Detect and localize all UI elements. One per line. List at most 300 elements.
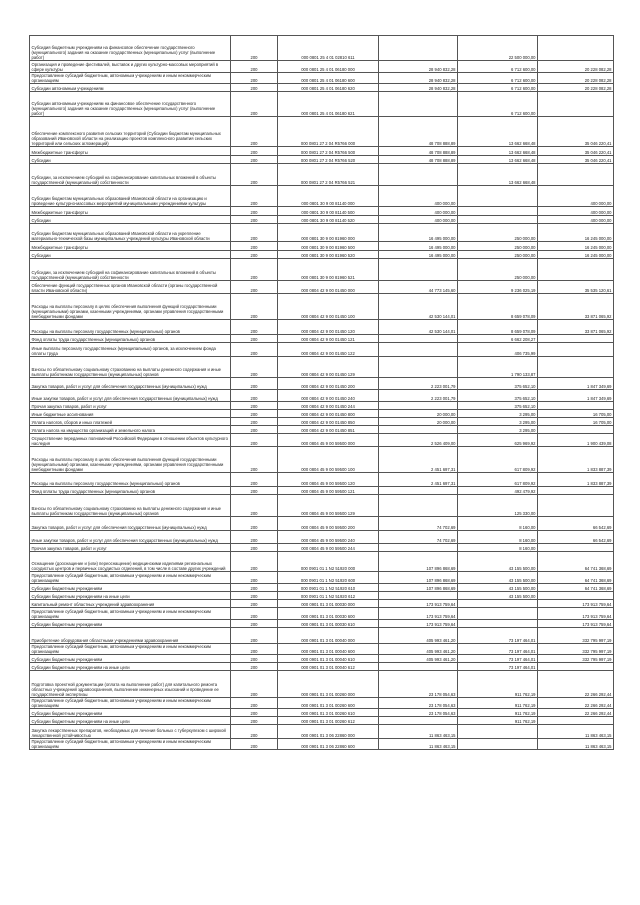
row-remainder-amount-cell: 22 266 292,44 — [538, 698, 614, 709]
row-executed-amount-cell — [458, 739, 538, 750]
row-name-cell: Закупка товаров, работ и услуг для обеспечения государственных (муниципальных) нужд — [30, 378, 231, 390]
row-remainder-amount-cell — [538, 402, 614, 410]
row-executed-amount-cell — [458, 608, 538, 620]
table-row — [30, 164, 614, 186]
row-executed-amount-cell: 250 000,00 — [458, 251, 538, 259]
row-line-code-cell: 200 — [231, 294, 278, 320]
row-line-code-cell: 200 — [231, 186, 278, 207]
row-classification-code-cell: 000 0901 01 3 01 00040 000 — [278, 628, 379, 644]
table-row — [30, 402, 614, 410]
row-name-cell: Приобретение оборудования областными учреждениями здравоохранения — [30, 628, 231, 644]
row-line-code-cell: 200 — [231, 717, 278, 725]
row-remainder-amount-cell: 66 542,69 — [538, 517, 614, 531]
table-row — [30, 671, 614, 698]
row-executed-amount-cell: 13 662 668,48 — [458, 156, 538, 164]
row-approved-amount-cell — [379, 36, 458, 61]
row-approved-amount-cell — [379, 663, 458, 671]
row-name-cell: Межбюджетные трансферты — [30, 207, 231, 216]
row-line-code-cell: 200 — [231, 434, 278, 447]
row-approved-amount-cell: 16 495 000,00 — [379, 242, 458, 251]
table-row — [30, 584, 614, 592]
row-remainder-amount-cell: 16 245 000,00 — [538, 224, 614, 242]
row-classification-code-cell: 000 0804 45 9 00 59500 000 — [278, 434, 379, 447]
row-executed-amount-cell: 43 155 500,00 — [458, 572, 538, 584]
row-executed-amount-cell: 250 000,00 — [458, 242, 538, 251]
row-remainder-amount-cell — [538, 717, 614, 725]
row-classification-code-cell: 000 0801 25 4 01 02810 611 — [278, 36, 379, 61]
row-approved-amount-cell: 173 913 759,64 — [379, 600, 458, 608]
row-executed-amount-cell: 13 662 668,48 — [458, 147, 538, 156]
row-executed-amount-cell: 250 000,00 — [458, 259, 538, 281]
row-name-cell: Закупка лекарственных препаратов, необходимых для лечения больных с туберкулезом с широкой лекарственной устойчивостью — [30, 725, 231, 739]
row-remainder-amount-cell: 400 000,00 — [538, 216, 614, 224]
table-row — [30, 281, 614, 294]
row-name-cell: Иные выплаты персоналу государственных (муниципальных) органов, за исключением фонда оплаты труда — [30, 343, 231, 357]
row-executed-amount-cell: 3 295,00 — [458, 426, 538, 434]
row-classification-code-cell: 000 0804 42 9 00 01450 120 — [278, 320, 379, 335]
row-executed-amount-cell: 8 659 078,09 — [458, 294, 538, 320]
table-row — [30, 36, 614, 61]
row-approved-amount-cell — [379, 343, 458, 357]
row-classification-code-cell: 000 0804 42 9 00 01450 850 — [278, 418, 379, 426]
table-row — [30, 84, 614, 92]
row-line-code-cell: 200 — [231, 216, 278, 224]
row-classification-code-cell: 000 0801 25 4 01 06180 600 — [278, 73, 379, 84]
row-remainder-amount-cell: 11 863 463,15 — [538, 725, 614, 739]
row-line-code-cell: 200 — [231, 739, 278, 750]
row-line-code-cell: 200 — [231, 73, 278, 84]
row-remainder-amount-cell — [538, 487, 614, 495]
row-name-cell: Субсидии бюджетным учреждениям на иные цели — [30, 717, 231, 725]
row-executed-amount-cell: 375 652,10 — [458, 390, 538, 402]
row-executed-amount-cell: 6 712 600,00 — [458, 84, 538, 92]
row-name-cell: Предоставление субсидий бюджетным, автономным учреждениям и иным некоммерческим организациям — [30, 739, 231, 750]
row-remainder-amount-cell: 20 228 082,28 — [538, 61, 614, 73]
row-classification-code-cell: 000 0804 45 9 00 59500 100 — [278, 447, 379, 473]
table-row — [30, 259, 614, 281]
row-line-code-cell: 200 — [231, 84, 278, 92]
table-row — [30, 608, 614, 620]
row-classification-code-cell: 000 0901 01 3 01 00260 610 — [278, 709, 379, 717]
row-classification-code-cell: 000 0901 01 3 06 22860 000 — [278, 725, 379, 739]
row-name-cell: Иные закупки товаров, работ и услуг для обеспечения государственных (муниципальных) нужд — [30, 390, 231, 402]
row-name-cell: Субсидии бюджетным учреждениям на иные цели — [30, 663, 231, 671]
row-remainder-amount-cell: 35 046 220,41 — [538, 156, 614, 164]
row-line-code-cell: 200 — [231, 410, 278, 418]
row-approved-amount-cell: 48 708 888,89 — [379, 156, 458, 164]
row-line-code-cell: 200 — [231, 224, 278, 242]
row-classification-code-cell: 000 0804 45 9 00 59500 129 — [278, 495, 379, 517]
row-name-cell: Субсидия бюджетным учреждениям на финансовое обеспечение государственного (муниципального) задания на оказание государственных (муниципальных) услуг (выполнение работ) — [30, 36, 231, 61]
row-line-code-cell: 200 — [231, 487, 278, 495]
row-executed-amount-cell: 3 295,00 — [458, 410, 538, 418]
row-executed-amount-cell: 8 160,00 — [458, 517, 538, 531]
row-classification-code-cell: 000 0901 01 1 N2 51920 612 — [278, 592, 379, 600]
row-line-code-cell: 200 — [231, 426, 278, 434]
table-row — [30, 426, 614, 434]
row-remainder-amount-cell: 16 705,00 — [538, 418, 614, 426]
row-approved-amount-cell: 400 000,00 — [379, 216, 458, 224]
row-executed-amount-cell: 125 330,00 — [458, 495, 538, 517]
table-row — [30, 378, 614, 390]
row-approved-amount-cell: 48 708 888,89 — [379, 147, 458, 156]
table-row — [30, 320, 614, 335]
row-classification-code-cell: 000 0801 27 2 04 R5766 520 — [278, 156, 379, 164]
row-executed-amount-cell: 6 712 600,00 — [458, 92, 538, 117]
row-remainder-amount-cell — [538, 357, 614, 378]
table-row — [30, 487, 614, 495]
row-line-code-cell: 200 — [231, 335, 278, 343]
row-executed-amount-cell: 73 197 464,01 — [458, 655, 538, 663]
row-approved-amount-cell — [379, 544, 458, 552]
row-executed-amount-cell — [458, 216, 538, 224]
row-remainder-amount-cell: 1 847 349,69 — [538, 378, 614, 390]
row-executed-amount-cell: 6 662 208,27 — [458, 335, 538, 343]
table-row — [30, 357, 614, 378]
table-row — [30, 61, 614, 73]
row-executed-amount-cell: 8 659 078,09 — [458, 320, 538, 335]
row-approved-amount-cell: 2 223 001,79 — [379, 390, 458, 402]
row-executed-amount-cell: 9 236 025,19 — [458, 281, 538, 294]
row-line-code-cell: 200 — [231, 61, 278, 73]
row-executed-amount-cell: 13 662 668,48 — [458, 117, 538, 147]
row-executed-amount-cell: 43 155 500,00 — [458, 592, 538, 600]
row-remainder-amount-cell: 20 228 082,28 — [538, 73, 614, 84]
row-classification-code-cell: 000 0801 25 4 01 06180 620 — [278, 84, 379, 92]
row-approved-amount-cell: 11 863 463,15 — [379, 739, 458, 750]
row-line-code-cell: 200 — [231, 671, 278, 698]
row-classification-code-cell: 000 0804 42 9 00 01450 851 — [278, 426, 379, 434]
table-row — [30, 343, 614, 357]
row-remainder-amount-cell: 173 913 759,64 — [538, 600, 614, 608]
row-approved-amount-cell: 2 223 001,79 — [379, 378, 458, 390]
row-name-cell: Субсидии бюджетным учреждениям — [30, 655, 231, 663]
table-row — [30, 251, 614, 259]
row-line-code-cell: 200 — [231, 495, 278, 517]
row-line-code-cell: 200 — [231, 531, 278, 544]
row-executed-amount-cell — [458, 207, 538, 216]
table-row — [30, 620, 614, 628]
row-name-cell: Субсидии, за исключением субсидий на софинансирование капитальных вложений в объекты государственной (муниципальной) собственности — [30, 164, 231, 186]
row-remainder-amount-cell: 33 871 065,92 — [538, 294, 614, 320]
row-executed-amount-cell: 8 160,00 — [458, 531, 538, 544]
table-row — [30, 725, 614, 739]
row-name-cell: Предоставление субсидий бюджетным, автономным учреждениям и иным некоммерческим организациям — [30, 698, 231, 709]
row-executed-amount-cell: 6 712 600,00 — [458, 73, 538, 84]
row-line-code-cell: 200 — [231, 725, 278, 739]
row-name-cell: Иные бюджетные ассигнования — [30, 410, 231, 418]
row-line-code-cell: 200 — [231, 517, 278, 531]
row-remainder-amount-cell — [538, 663, 614, 671]
row-approved-amount-cell — [379, 717, 458, 725]
row-executed-amount-cell: 625 969,92 — [458, 434, 538, 447]
table-row — [30, 418, 614, 426]
row-line-code-cell: 200 — [231, 709, 278, 717]
row-line-code-cell: 200 — [231, 147, 278, 156]
row-classification-code-cell: 000 0804 42 9 00 01450 121 — [278, 335, 379, 343]
row-name-cell: Иные закупки товаров, работ и услуг для обеспечения государственных (муниципальных) нужд — [30, 531, 231, 544]
row-executed-amount-cell: 73 197 464,01 — [458, 663, 538, 671]
row-executed-amount-cell: 73 197 464,01 — [458, 628, 538, 644]
row-approved-amount-cell: 20 000,00 — [379, 410, 458, 418]
row-classification-code-cell: 000 0804 45 9 00 59500 240 — [278, 531, 379, 544]
row-executed-amount-cell: 375 652,10 — [458, 378, 538, 390]
table-row — [30, 592, 614, 600]
row-approved-amount-cell — [379, 92, 458, 117]
row-classification-code-cell: 000 0804 42 9 00 01450 200 — [278, 378, 379, 390]
row-executed-amount-cell — [458, 600, 538, 608]
row-remainder-amount-cell: 16 245 000,00 — [538, 242, 614, 251]
row-remainder-amount-cell: 1 847 349,69 — [538, 390, 614, 402]
row-classification-code-cell: 000 0801 25 4 01 06180 621 — [278, 92, 379, 117]
table-row — [30, 156, 614, 164]
row-approved-amount-cell — [379, 487, 458, 495]
row-remainder-amount-cell: 1 833 887,39 — [538, 447, 614, 473]
row-approved-amount-cell: 400 000,00 — [379, 186, 458, 207]
row-line-code-cell: 200 — [231, 592, 278, 600]
row-name-cell: Межбюджетные трансферты — [30, 242, 231, 251]
row-remainder-amount-cell: 400 000,00 — [538, 186, 614, 207]
row-name-cell: Субсидии автономным учреждениям на финансовое обеспечение государственного (муниципального) задания на оказание государственных (муниципальных) услуг (выполнение работ) — [30, 92, 231, 117]
budget-execution-table — [29, 35, 614, 750]
table-row — [30, 92, 614, 117]
row-classification-code-cell: 000 0801 27 2 04 R5766 000 — [278, 117, 379, 147]
row-executed-amount-cell: 1 790 133,87 — [458, 357, 538, 378]
row-executed-amount-cell: 8 160,00 — [458, 544, 538, 552]
row-approved-amount-cell: 74 702,69 — [379, 531, 458, 544]
row-name-cell: Фонд оплаты труда государственных (муниципальных) органов — [30, 335, 231, 343]
row-line-code-cell: 200 — [231, 320, 278, 335]
row-remainder-amount-cell — [538, 36, 614, 61]
row-executed-amount-cell: 911 762,19 — [458, 698, 538, 709]
table-row — [30, 186, 614, 207]
row-classification-code-cell: 000 0801 30 9 00 81960 520 — [278, 251, 379, 259]
row-executed-amount-cell: 617 809,92 — [458, 473, 538, 487]
row-name-cell: Прочая закупка товаров, работ и услуг — [30, 402, 231, 410]
row-executed-amount-cell: 492 479,92 — [458, 487, 538, 495]
row-approved-amount-cell: 16 495 000,00 — [379, 224, 458, 242]
row-name-cell: Предоставление субсидий бюджетным, автономным учреждениям и иным некоммерческим организациям — [30, 572, 231, 584]
row-classification-code-cell: 000 0901 01 3 01 00040 612 — [278, 663, 379, 671]
row-classification-code-cell: 000 0804 45 9 00 59500 121 — [278, 487, 379, 495]
row-name-cell: Предоставление субсидий бюджетным, автономным учреждениям и иным некоммерческим организациям — [30, 608, 231, 620]
row-remainder-amount-cell — [538, 592, 614, 600]
row-approved-amount-cell: 28 940 832,28 — [379, 84, 458, 92]
table-row — [30, 552, 614, 572]
row-name-cell: Взносы по обязательному социальному страхованию на выплаты денежного содержания и иные выплаты работникам государственных (муниципальных) органов — [30, 357, 231, 378]
row-executed-amount-cell: 911 762,19 — [458, 671, 538, 698]
row-approved-amount-cell: 42 530 144,01 — [379, 320, 458, 335]
row-line-code-cell: 200 — [231, 378, 278, 390]
row-name-cell: Уплата налога на имущество организаций и земельного налога — [30, 426, 231, 434]
row-name-cell: Осуществление переданных полномочий Российской Федерации в отношении объектов культурного наследия — [30, 434, 231, 447]
table-row — [30, 572, 614, 584]
row-classification-code-cell: 000 0801 30 9 00 81960 500 — [278, 242, 379, 251]
table-row — [30, 517, 614, 531]
row-classification-code-cell: 000 0804 42 9 00 01450 244 — [278, 402, 379, 410]
row-approved-amount-cell: 42 530 144,01 — [379, 294, 458, 320]
row-approved-amount-cell — [379, 592, 458, 600]
table-row — [30, 390, 614, 402]
row-line-code-cell: 200 — [231, 447, 278, 473]
row-line-code-cell: 200 — [231, 552, 278, 572]
row-executed-amount-cell: 617 809,92 — [458, 447, 538, 473]
row-line-code-cell: 200 — [231, 242, 278, 251]
row-remainder-amount-cell: 33 871 065,92 — [538, 320, 614, 335]
row-remainder-amount-cell — [538, 544, 614, 552]
row-classification-code-cell: 000 0804 42 9 00 01450 129 — [278, 357, 379, 378]
table-row — [30, 739, 614, 750]
table-row — [30, 294, 614, 320]
row-remainder-amount-cell — [538, 164, 614, 186]
table-row — [30, 434, 614, 447]
row-name-cell: Субсидии бюджетам муниципальных образований Ивановской области на укрепление материально-технической базы муниципальных учреждений культуры Ивановской области — [30, 224, 231, 242]
row-remainder-amount-cell: 332 795 997,19 — [538, 655, 614, 663]
row-remainder-amount-cell: 66 542,69 — [538, 531, 614, 544]
row-line-code-cell: 200 — [231, 251, 278, 259]
row-line-code-cell: 200 — [231, 655, 278, 663]
row-line-code-cell: 200 — [231, 402, 278, 410]
row-name-cell: Расходы на выплаты персоналу государственных (муниципальных) органов — [30, 320, 231, 335]
row-executed-amount-cell — [458, 725, 538, 739]
row-line-code-cell: 200 — [231, 156, 278, 164]
row-approved-amount-cell — [379, 495, 458, 517]
row-classification-code-cell: 000 0801 30 9 00 81140 500 — [278, 207, 379, 216]
row-remainder-amount-cell: 332 795 997,19 — [538, 644, 614, 655]
row-name-cell: Субсидии автономным учреждениям — [30, 84, 231, 92]
row-approved-amount-cell: 28 940 832,28 — [379, 61, 458, 73]
row-line-code-cell: 200 — [231, 572, 278, 584]
row-remainder-amount-cell: 35 046 220,41 — [538, 117, 614, 147]
row-remainder-amount-cell: 16 245 000,00 — [538, 251, 614, 259]
row-name-cell: Субсидии бюджетным учреждениям на иные цели — [30, 592, 231, 600]
row-classification-code-cell: 000 0901 01 1 N2 51920 610 — [278, 584, 379, 592]
row-line-code-cell: 200 — [231, 600, 278, 608]
row-classification-code-cell: 000 0804 45 9 00 59500 244 — [278, 544, 379, 552]
row-remainder-amount-cell — [538, 426, 614, 434]
table-row — [30, 655, 614, 663]
row-name-cell: Субсидии, за исключением субсидий на софинансирование капитальных вложений в объекты государственной (муниципальной) собственности — [30, 259, 231, 281]
row-line-code-cell: 200 — [231, 644, 278, 655]
row-remainder-amount-cell: 64 741 368,69 — [538, 572, 614, 584]
table-row — [30, 495, 614, 517]
row-classification-code-cell: 000 0901 01 3 01 00030 600 — [278, 608, 379, 620]
row-executed-amount-cell — [458, 620, 538, 628]
row-line-code-cell: 200 — [231, 390, 278, 402]
row-classification-code-cell: 000 0801 30 9 00 81140 000 — [278, 186, 379, 207]
row-remainder-amount-cell: 64 741 368,69 — [538, 584, 614, 592]
row-line-code-cell: 200 — [231, 473, 278, 487]
row-approved-amount-cell — [379, 426, 458, 434]
row-approved-amount-cell: 400 000,00 — [379, 207, 458, 216]
row-line-code-cell: 200 — [231, 584, 278, 592]
row-name-cell: Субсидии — [30, 156, 231, 164]
row-executed-amount-cell: 375 652,10 — [458, 402, 538, 410]
row-classification-code-cell: 000 0801 25 4 01 06180 000 — [278, 61, 379, 73]
row-executed-amount-cell: 911 762,19 — [458, 709, 538, 717]
row-approved-amount-cell: 16 495 000,00 — [379, 251, 458, 259]
row-classification-code-cell: 000 0804 42 9 00 01450 000 — [278, 281, 379, 294]
row-name-cell: Субсидии бюджетным учреждениям — [30, 620, 231, 628]
row-name-cell: Организация и проведение фестивалей, выставок и других культурно-массовых мероприятий в сфере культуры — [30, 61, 231, 73]
row-classification-code-cell: 000 0804 45 9 00 59500 200 — [278, 517, 379, 531]
row-remainder-amount-cell — [538, 495, 614, 517]
row-remainder-amount-cell — [538, 343, 614, 357]
row-remainder-amount-cell: 22 266 292,44 — [538, 709, 614, 717]
row-classification-code-cell: 000 0801 30 9 00 81960 521 — [278, 259, 379, 281]
row-remainder-amount-cell: 1 900 439,08 — [538, 434, 614, 447]
row-name-cell: Субсидии — [30, 251, 231, 259]
table-row — [30, 473, 614, 487]
row-line-code-cell: 200 — [231, 259, 278, 281]
row-classification-code-cell: 000 0901 01 3 01 00040 610 — [278, 655, 379, 663]
row-remainder-amount-cell: 11 863 463,15 — [538, 739, 614, 750]
row-line-code-cell: 200 — [231, 608, 278, 620]
row-approved-amount-cell — [379, 164, 458, 186]
row-name-cell: Расходы на выплаты персоналу в целях обеспечения выполнения функций государственными (муниципальными) органами, казенными учреждениями, органами управления государственными внебюджетными фондами — [30, 447, 231, 473]
row-approved-amount-cell: 48 708 888,89 — [379, 117, 458, 147]
row-remainder-amount-cell: 35 535 120,61 — [538, 281, 614, 294]
table-row — [30, 600, 614, 608]
row-approved-amount-cell: 107 896 868,69 — [379, 572, 458, 584]
row-approved-amount-cell: 23 178 054,63 — [379, 698, 458, 709]
row-name-cell: Межбюджетные трансферты — [30, 147, 231, 156]
row-name-cell: Субсидии бюджетным учреждениям — [30, 709, 231, 717]
table-row — [30, 147, 614, 156]
row-remainder-amount-cell: 332 795 997,19 — [538, 628, 614, 644]
table-row — [30, 224, 614, 242]
row-classification-code-cell: 000 0801 30 9 00 81960 000 — [278, 224, 379, 242]
row-line-code-cell: 200 — [231, 92, 278, 117]
row-approved-amount-cell: 23 178 054,63 — [379, 671, 458, 698]
row-approved-amount-cell: 2 451 697,31 — [379, 447, 458, 473]
row-name-cell: Подготовка проектной документации (оплата на выполнение работ) для капитального ремонта областных учреждений здравоохранения, выполнение инженерных изысканий и проведение ее государственной экспертизы — [30, 671, 231, 698]
table-row — [30, 447, 614, 473]
row-remainder-amount-cell: 16 705,00 — [538, 410, 614, 418]
table-row — [30, 709, 614, 717]
row-line-code-cell: 200 — [231, 663, 278, 671]
row-approved-amount-cell: 173 913 759,64 — [379, 608, 458, 620]
row-approved-amount-cell: 44 773 145,60 — [379, 281, 458, 294]
row-line-code-cell: 200 — [231, 164, 278, 186]
row-executed-amount-cell: 13 662 668,48 — [458, 164, 538, 186]
table-row — [30, 698, 614, 709]
row-name-cell: Фонд оплаты труда государственных (муниципальных) органов — [30, 487, 231, 495]
row-approved-amount-cell — [379, 335, 458, 343]
row-executed-amount-cell: 73 197 464,01 — [458, 644, 538, 655]
row-approved-amount-cell: 23 178 054,63 — [379, 709, 458, 717]
row-line-code-cell: 200 — [231, 36, 278, 61]
row-approved-amount-cell: 2 451 697,31 — [379, 473, 458, 487]
row-line-code-cell: 200 — [231, 207, 278, 216]
row-approved-amount-cell: 11 863 463,15 — [379, 725, 458, 739]
row-approved-amount-cell: 28 940 832,28 — [379, 73, 458, 84]
row-remainder-amount-cell: 20 228 082,28 — [538, 84, 614, 92]
row-name-cell: Предоставление субсидий бюджетным, автономным учреждениям и иным некоммерческим организациям — [30, 644, 231, 655]
row-approved-amount-cell: 405 993 461,20 — [379, 655, 458, 663]
row-line-code-cell: 200 — [231, 117, 278, 147]
row-classification-code-cell: 000 0901 01 3 01 00260 000 — [278, 671, 379, 698]
table-row — [30, 207, 614, 216]
row-classification-code-cell: 000 0804 42 9 00 01450 122 — [278, 343, 379, 357]
row-classification-code-cell: 000 0804 42 9 00 01450 100 — [278, 294, 379, 320]
row-line-code-cell: 200 — [231, 698, 278, 709]
row-remainder-amount-cell: 64 741 368,69 — [538, 552, 614, 572]
row-remainder-amount-cell: 1 833 887,39 — [538, 473, 614, 487]
row-classification-code-cell: 000 0901 01 1 N2 51920 000 — [278, 552, 379, 572]
table-row — [30, 717, 614, 725]
row-classification-code-cell: 000 0801 27 2 04 R5766 521 — [278, 164, 379, 186]
